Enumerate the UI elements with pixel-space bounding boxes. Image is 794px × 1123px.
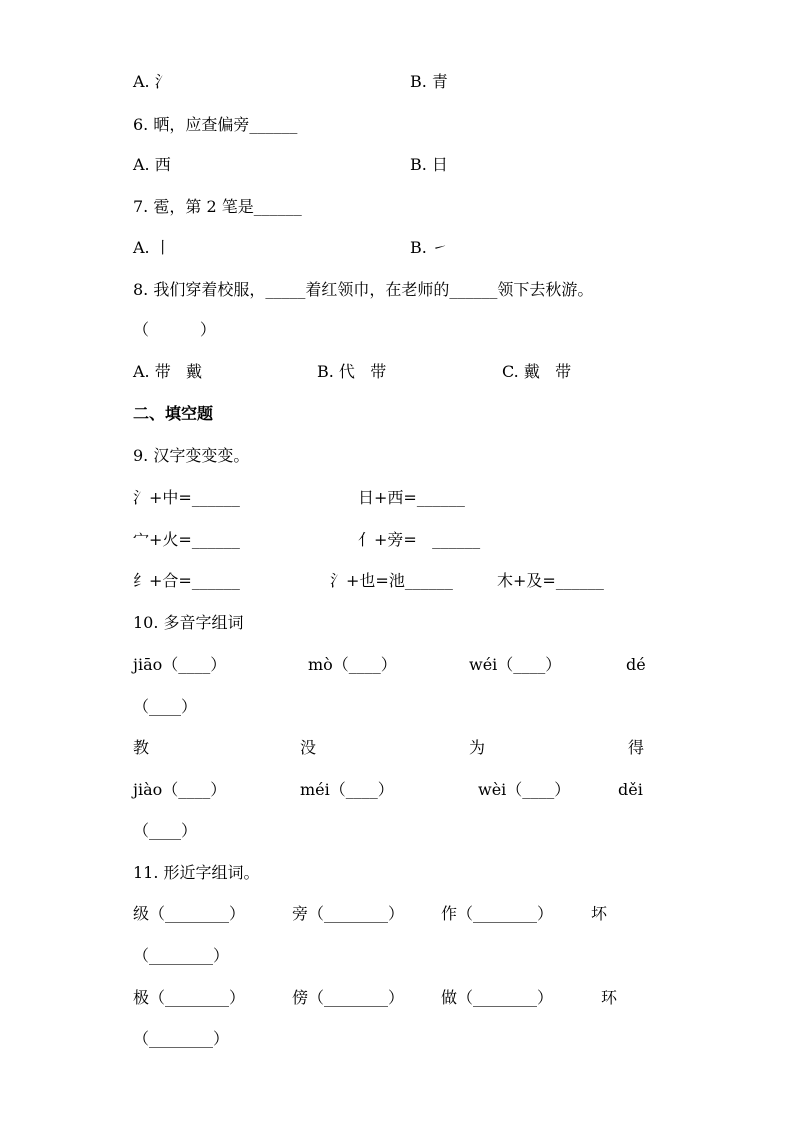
q11-item: 坏 <box>591 904 608 923</box>
q11-item-wrap: （________） <box>133 1029 230 1048</box>
q9-item: 氵+中=______ <box>133 488 240 507</box>
q9-item: 宀+火=______ <box>133 530 240 549</box>
q9-item: 氵+也=池______ <box>330 571 453 590</box>
q6-stem: 6. 晒，应查偏旁______ <box>133 115 298 134</box>
q11-item: 级（________） <box>133 904 246 923</box>
q7-stem: 7. 雹，第 2 笔是______ <box>133 197 302 216</box>
q11-item: 旁（________） <box>292 904 405 923</box>
q10-pinyin: jiào（____） <box>133 780 227 799</box>
q10-stem: 10. 多音字组词 <box>133 613 244 632</box>
q6-option-b: B. 日 <box>410 155 448 174</box>
q8-stem: 8. 我们穿着校服，_____着红领巾，在老师的______领下去秋游。 <box>133 280 594 299</box>
q10-pinyin: mò（____） <box>308 655 397 674</box>
q5-option-a: A. 氵 <box>133 72 171 91</box>
q10-pinyin-wrap: （____） <box>133 821 198 840</box>
q10-pinyin: méi（____） <box>300 780 394 799</box>
q10-pinyin: dé <box>626 655 646 674</box>
q7-option-b: B. ㇀ <box>410 238 448 257</box>
q8-option-c: C. 戴 带 <box>502 362 572 381</box>
q9-item: 纟+合=______ <box>133 571 240 590</box>
q10-char: 教 <box>133 738 150 757</box>
q11-item: 做（________） <box>441 988 554 1007</box>
q9-item: 木+及=______ <box>497 571 604 590</box>
q5-option-b: B. 青 <box>410 72 448 91</box>
q10-pinyin: wèi（____） <box>478 780 571 799</box>
q8-answer-paren: （ ） <box>133 320 216 339</box>
q10-pinyin: děi <box>618 780 643 799</box>
q10-char: 没 <box>300 738 317 757</box>
q10-pinyin: wéi（____） <box>469 655 562 674</box>
q9-item: 亻+旁= ______ <box>358 530 481 549</box>
q11-item: 极（________） <box>133 988 246 1007</box>
q7-option-a: A. 丨 <box>133 238 171 257</box>
q8-option-a: A. 带 戴 <box>133 362 202 381</box>
q11-item: 作（________） <box>441 904 554 923</box>
q8-option-b: B. 代 带 <box>317 362 387 381</box>
q11-item: 环 <box>601 988 618 1007</box>
q11-item: 傍（________） <box>292 988 405 1007</box>
section-heading: 二、填空题 <box>133 404 214 423</box>
q9-stem: 9. 汉字变变变。 <box>133 446 250 465</box>
q10-pinyin: jiāo（____） <box>133 655 227 674</box>
q11-item-wrap: （________） <box>133 946 230 965</box>
q11-stem: 11. 形近字组词。 <box>133 863 260 882</box>
q6-option-a: A. 西 <box>133 155 171 174</box>
q9-item: 日+西=______ <box>358 488 465 507</box>
q10-pinyin-wrap: （____） <box>133 697 198 716</box>
q10-char: 得 <box>628 738 645 757</box>
q10-char: 为 <box>469 738 486 757</box>
